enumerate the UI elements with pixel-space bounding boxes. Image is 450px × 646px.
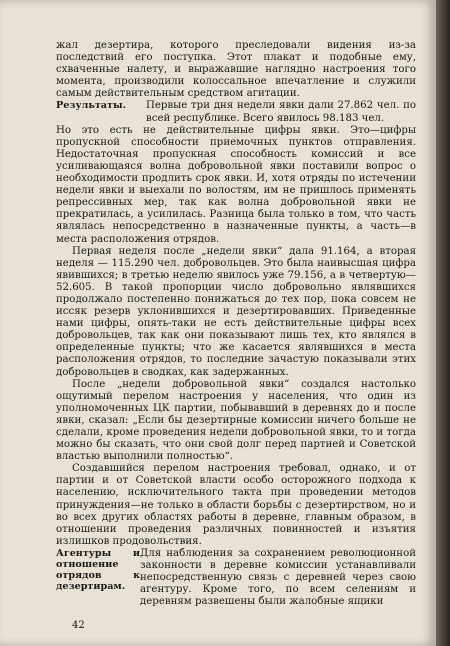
results-heading: Результаты. — [56, 100, 126, 112]
turning-paragraph: Создавшийся перелом настроения требовал, однако, и от партии и от Советской власти особо осторожного подхода к населению, исключительного такта при проведении методов принуждения—не только в области борьбы с дезертирством, но и во всех других областях работы в деревне, главным образом, в отношении проведения различных повинностей и изъятия излишков продовольствия. — [56, 463, 416, 547]
page-text — [56, 40, 416, 608]
results-section-start — [56, 100, 416, 124]
agents-text: Для наблюдения за сохранением революционной законности в деревне комиссии устанавливали непосредственную связь с деревней через свою агентуру. Кроме того, по всем селениям и деревням развешены были жалобные ящики — [140, 547, 416, 608]
book-binding-shadow — [436, 0, 450, 646]
results-paragraph: Но это есть не действительные цифры явки. Это—цифры пропускной способности приемочных пунктов отправления. Недостаточная пропускная способность комиссий и все усиливающаяся волна добровольной явки поставили вопрос о необходимости продлить срок явки. И, хотя отряды по истечении недели явки и выехали по волостям, им не пришлось применять репрессивных мер, так как волна добровольной явки не прекратилась, а усилилась. Разница была только в том, что часть являлась непосредственно в назначенные пункты, а часть—в места расположения отрядов. — [56, 124, 416, 245]
intro-paragraph: жал дезертира, которого преследовали видения из-за последствий его поступка. Этот плакат и подобные ему, схваченные налету, и выражавшие наглядно настроения того момента, производили колоссальное впечатление и служили самым действительным средством агитации. — [56, 40, 416, 100]
first-week-paragraph: Первая неделя после „недели явки“ дала 91.164, а вторая неделя — 115.290 чел. добровольцев. Это была наивысшая цифра явившихся; в третью неделю явилось уже 79.156, а в четвертую—52.605. В такой пропорции число добровольно являвшихся продолжало постепенно понижаться до тех пор, пока совсем не иссяк резерв уклонившихся и дезертировавших. Приведенные нами цифры, опять-таки не есть действительные цифры всех добровольцев, так как они показывают лишь тех, кто являлся в определенные пункты; что же касается являвшихся в места расположения отрядов, то последние зачастую показывали этих добровольцев в сводках, как задержанных. — [56, 245, 416, 378]
after-week-paragraph: После „недели добровольной явки“ создался настолько ощутимый перелом настроения у населения, что один из уполномоченных ЦК партии, побывавший в деревнях до и после явки, сказал: „Если бы дезертирные комиссии ничего больше не сделали, кроме проведения недели добровольной явки, то и тогда можно бы сказать, что они свой долг перед партией и Советской властью выполнили полностью“. — [56, 378, 416, 463]
agents-heading: Агентуры и отношение отрядов к дезертирам. — [56, 547, 140, 592]
agents-section — [56, 548, 416, 608]
page-number: 42 — [72, 620, 85, 631]
results-side-text: Первые три дня недели явки дали 27.862 чел. по всей республике. Всего явилось 98.183 чел. — [146, 100, 416, 124]
